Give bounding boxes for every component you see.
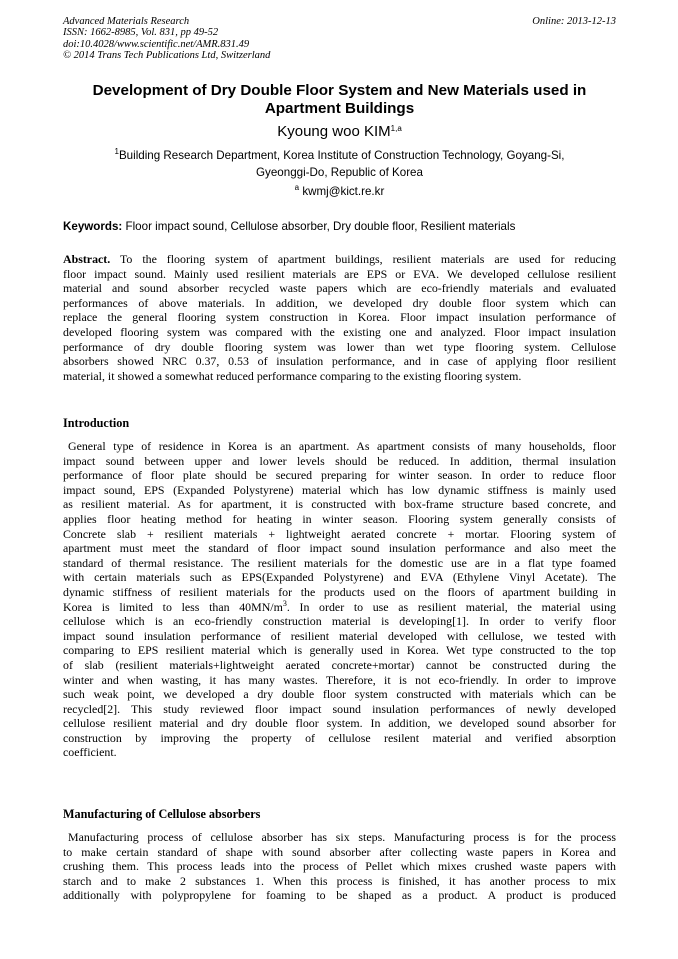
introduction-line: impact sound between upper and lower levels should be reduced. In addition, thermal insulation: [63, 453, 616, 468]
journal-name: Advanced Materials Research: [63, 16, 190, 27]
introduction-line: standard of thermal resistance. The resilient materials for the domestic use are in a flat type foamed: [63, 555, 616, 570]
abstract-line: performance of dry double flooring system was lower than wet type flooring system. Cellulose: [63, 339, 616, 354]
introduction-line: dynamic stiffness of resilient materials for the products used on the floors of apartment building in: [63, 584, 616, 599]
abstract-line: absorbers showed NRC 0.37, 0.53 of insulation performance, and in case of applying floor resilient: [63, 354, 616, 369]
title-line: Development of Dry Double Floor System and New Materials used in: [92, 82, 587, 99]
online-date: Online: 2013-12-13: [532, 16, 616, 27]
introduction-line: performance of floor plate should be secured preparing for winter season. In order to reduce floor: [63, 468, 616, 483]
introduction-line: impact sound insulation performance of resilient material developed with cellulose, we tested with: [63, 628, 616, 643]
issn-line: ISSN: 1662-8985, Vol. 831, pp 49-52: [63, 27, 219, 39]
manufacturing-line: additionally with polypropylene for foaming to be shaped as a product. A product is produced: [63, 888, 616, 903]
introduction-line: cellulose which is an eco-friendly construction material is developing[1]. In order to verify floor: [63, 614, 616, 629]
manufacturing-line: to make certain standard of shape with sound absorber after collecting waste papers in Korea and: [63, 844, 616, 859]
introduction-body: [63, 439, 616, 760]
abstract-line: Abstract. To the flooring system of apartment buildings, resilient materials are used for reducing: [63, 252, 616, 266]
affiliation-superscript: 1: [114, 147, 119, 156]
affiliation-line: Gyeonggi-Do, Republic of Korea: [256, 165, 423, 179]
email-superscript: a: [294, 183, 300, 192]
affiliation: [63, 148, 616, 181]
manufacturing-line: starch and to make 2 substances 1. When this process is finished, it has another process to mix: [63, 873, 616, 888]
introduction-line: as resilient material. As for apartment, it is constructed with box-frame structure based concrete, and: [63, 497, 616, 512]
abstract-line: floor impact sound. Mainly used resilient materials are EPS or EVA. We developed cellulose resilient: [63, 266, 616, 281]
copyright-line: © 2014 Trans Tech Publications Ltd, Switzerland: [63, 50, 271, 62]
affiliation-line: Building Research Department, Korea Institute of Construction Technology, Goyang-Si,: [118, 149, 565, 162]
manufacturing-line: Manufacturing process of cellulose absorber has six steps. Manufacturing process is for the process: [68, 830, 616, 844]
email-address[interactable]: kwmj@kict.re.kr: [302, 185, 385, 198]
introduction-line: applies floor heating method for heating in winter season. Flooring system generally consists of: [63, 511, 616, 526]
introduction-line: of slab (resilient materials+lightweight aerated concrete+mortar) cannot be constructed during the: [63, 657, 616, 672]
abstract-line: performances of above materials. In addition, we developed dry double floor system which can: [63, 295, 616, 310]
author-name: Kyoung woo KIM: [277, 123, 391, 140]
abstract-line: material and sound absorber recycled waste papers which are eco-friendly materials and evaluated: [63, 281, 616, 296]
introduction-line: such weak point, we developed a dry double floor system constructed with materials which can be: [63, 687, 616, 702]
abstract-line: material, it showed a somewhat reduced performance comparing to the existing flooring system.: [63, 368, 522, 383]
keywords-text: Floor impact sound, Cellulose absorber, Dry double floor, Resilient materials: [125, 220, 516, 233]
introduction-line: construction by improving the property of cellulose resilent material and verified absorption: [63, 730, 616, 745]
introduction-line: comparing to EPS resilient material which is generally used in Korea. Wet type constructed to the top: [63, 643, 616, 658]
introduction-line: Concrete slab + resilient materials + lightweight aerated concrete + mortar. Flooring system of: [63, 526, 616, 541]
introduction-line: apartment must meet the standard of floor impact sound insulation performance and also meet the: [63, 541, 616, 556]
introduction-heading: Introduction: [63, 416, 130, 430]
author-email: [63, 184, 616, 200]
keywords: [63, 219, 623, 234]
keywords-label: Keywords:: [63, 220, 123, 233]
abstract-label: Abstract.: [63, 252, 111, 266]
author-line: [63, 123, 616, 141]
introduction-line: winter and when wasting, it has many wastes. Therefore, it is not eco-friendly. In order to improve: [63, 672, 616, 687]
paper-title: [63, 82, 616, 117]
author-superscript: 1,a: [390, 124, 402, 133]
manufacturing-body: [63, 830, 616, 903]
title-line: Apartment Buildings: [264, 99, 415, 117]
abstract-line: developed flooring system was compared with the existing one and analyzed. Floor impact insulation: [63, 324, 616, 339]
introduction-line: cellulose resilient material and dry double floor system. In addition, we developed sound absorber for: [63, 716, 616, 731]
manufacturing-heading: Manufacturing of Cellulose absorbers: [63, 807, 261, 821]
introduction-line: impact sound, EPS (Expanded Polystyrene) material which has low dynamic stiffness is mainly used: [63, 482, 616, 497]
introduction-line: coefficient.: [63, 745, 117, 760]
abstract-line: replace the general flooring system construction in Korea. Floor impact insulation performance of: [63, 310, 616, 325]
introduction-line: General type of residence in Korea is an apartment. As apartment consists of many households, floor: [68, 439, 616, 453]
doi-line: doi:10.4028/www.scientific.net/AMR.831.49: [63, 38, 250, 50]
introduction-line: Korea is limited to less than $40MN/m^3$. In order to use as resilient material, the material using: [63, 598, 616, 614]
publication-header: [63, 16, 616, 62]
abstract: [63, 252, 616, 383]
introduction-line: with certain materials such as EPS(Expanded Polystyrene) and EVA (Ethylene Vinyl Acetate). The: [63, 570, 616, 585]
manufacturing-line: crushing them. This process leads into the process of Pellet which mixes crushed waste papers with: [63, 859, 616, 874]
introduction-line: recycled[2]. This study reviewed floor impact sound insulation performances of newly developed: [63, 701, 616, 716]
